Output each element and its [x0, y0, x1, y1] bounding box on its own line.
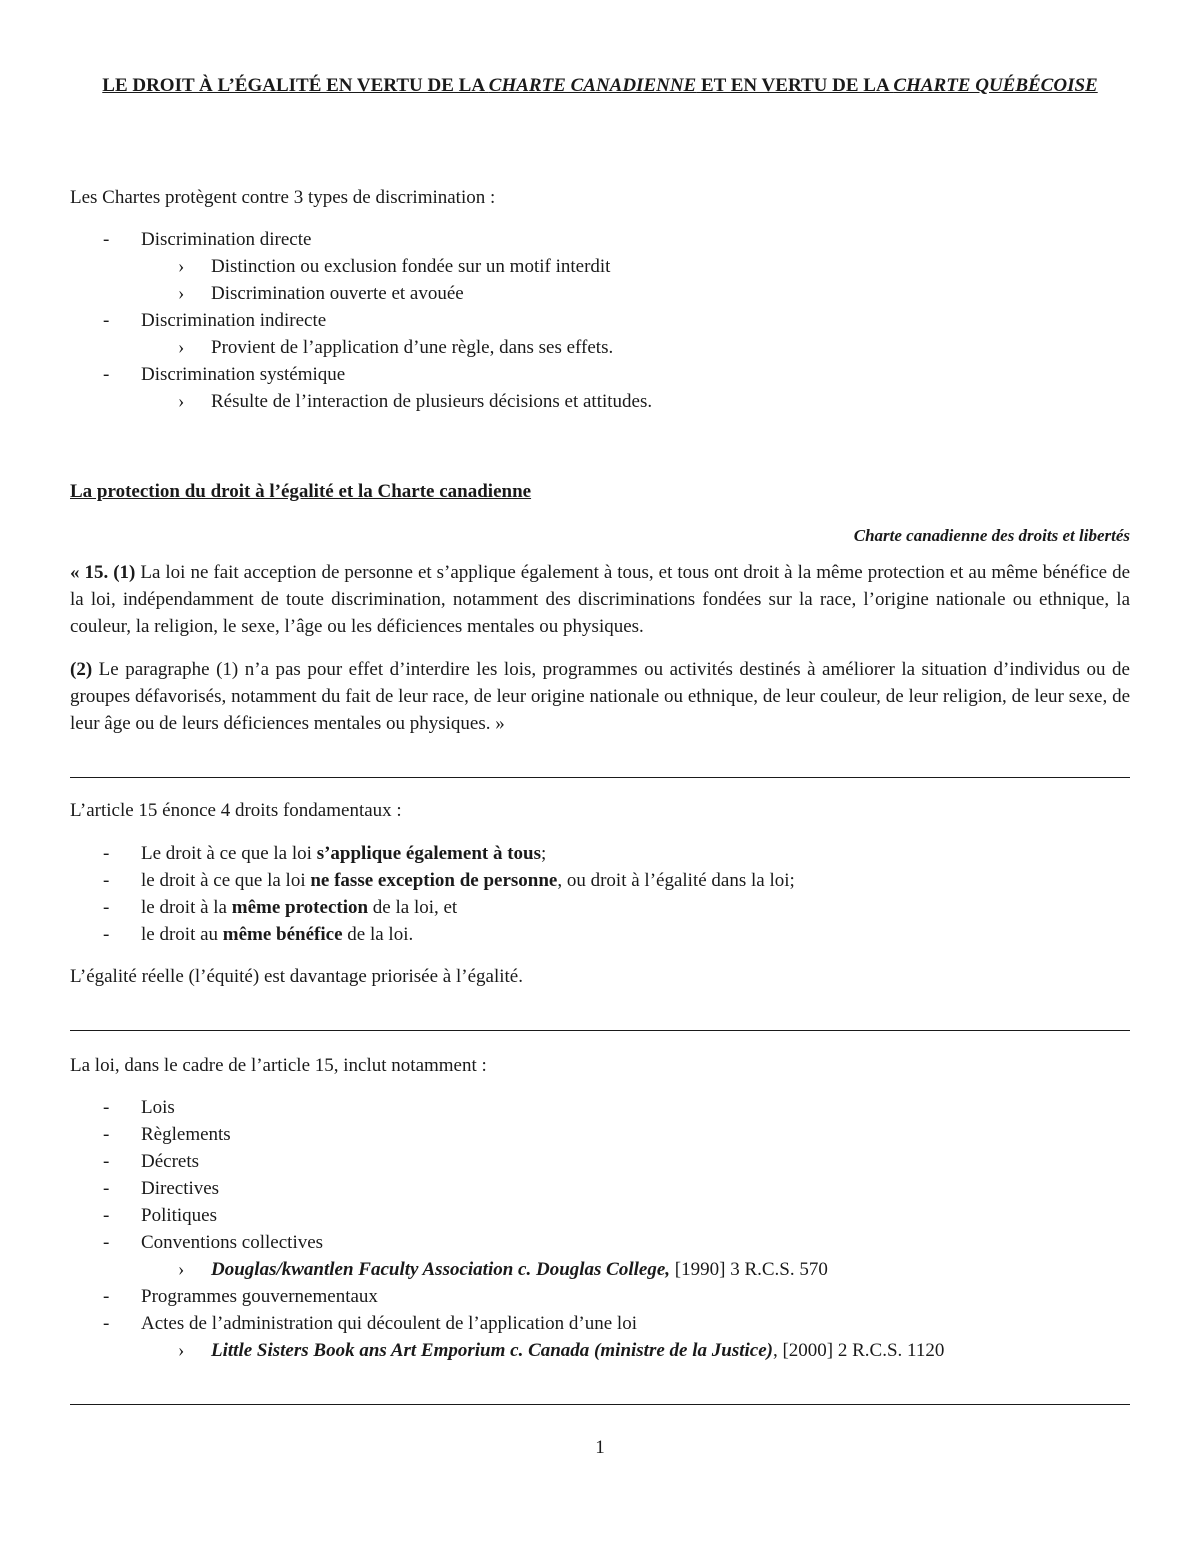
case-reference: [1990] 3 R.C.S. 570: [670, 1259, 828, 1280]
list-item: [70, 1148, 1130, 1175]
list-item: [70, 1229, 1130, 1256]
sub-list-item-label: Distinction ou exclusion fondée sur un motif interdit: [211, 256, 611, 277]
list-item-label: Politiques: [141, 1205, 218, 1226]
list-item: [70, 307, 1130, 334]
list-item-label: Décrets: [141, 1151, 200, 1172]
list-item-emphasis: même protection: [231, 897, 369, 918]
dash-bullet: -: [103, 310, 110, 331]
dash-bullet: -: [103, 1178, 110, 1199]
list-item-emphasis: même bénéfice: [222, 924, 343, 945]
list-item: [70, 1310, 1130, 1337]
article-15-1-text: La loi ne fait acception de personne et s’applique également à tous, et tous ont droit à la même protection et au même bénéfice de la loi, indépendamment de toute discrimination, notamment des discriminations fondées sur la race, l’origine nationale ou ethnique, la couleur, la religion, le sexe, l’âge ou les déficiences mentales ou physiques.: [70, 562, 1130, 637]
dash-bullet: -: [103, 1205, 110, 1226]
list-item-label: Lois: [141, 1097, 175, 1118]
list-item: [70, 894, 1130, 921]
sub-list-item-label: Discrimination ouverte et avouée: [211, 283, 464, 304]
list-item-label: Règlements: [141, 1124, 231, 1145]
list-item: [70, 921, 1130, 948]
dash-bullet: -: [103, 1232, 110, 1253]
note-text: L’égalité réelle (l’équité) est davantage priorisée à l’égalité.: [70, 966, 523, 987]
case-reference: , [2000] 2 R.C.S. 1120: [772, 1340, 945, 1361]
sub-list-item: [70, 334, 1130, 361]
list-item-text: le droit à la: [141, 897, 232, 918]
case-citation: [70, 1337, 1130, 1364]
dash-bullet: -: [103, 1313, 110, 1334]
section-loi-article-15: [70, 1052, 1130, 1364]
list-item-label: Conventions collectives: [141, 1232, 324, 1253]
horizontal-rule: [70, 1030, 1130, 1031]
arrow-bullet-icon: ›: [178, 283, 185, 304]
list-item: [70, 1283, 1130, 1310]
list-item: [70, 361, 1130, 388]
list-item: [70, 1202, 1130, 1229]
list-item: [70, 226, 1130, 253]
sub-list-item: [70, 280, 1130, 307]
article-15-2-label: (2): [70, 659, 93, 680]
title-part-4: CHARTE QUÉBÉCOISE: [893, 75, 1098, 96]
section-heading: La protection du droit à l’égalité et la Charte canadienne: [70, 481, 532, 502]
section-charte-canadienne: [70, 478, 1130, 737]
dash-bullet: -: [103, 870, 110, 891]
list-item-emphasis: ne fasse exception de personne: [310, 870, 558, 891]
dash-bullet: -: [103, 364, 110, 385]
list-item-text: de la loi, et: [368, 897, 458, 918]
article-15-1-paragraph: [70, 559, 1130, 640]
sub-list-item: [70, 388, 1130, 415]
section-droits-fondamentaux: [70, 797, 1130, 990]
document-title: [70, 72, 1130, 99]
list-item: [70, 1121, 1130, 1148]
list-item-text: le droit au: [141, 924, 223, 945]
intro-section: [70, 184, 1130, 415]
arrow-bullet-icon: ›: [178, 337, 185, 358]
list-item-label: Programmes gouvernementaux: [141, 1286, 378, 1307]
dash-bullet: -: [103, 843, 110, 864]
case-citation: [70, 1256, 1130, 1283]
section-intro-text: L’article 15 énonce 4 droits fondamentaux :: [70, 800, 402, 821]
list-item-label: Discrimination indirecte: [141, 310, 327, 331]
list-item-label: Discrimination systémique: [141, 364, 346, 385]
article-15-2-text: Le paragraphe (1) n’a pas pour effet d’interdire les lois, programmes ou activités destinés à améliorer la situation d’individus ou de groupes défavorisés, notamment du fait de leur race, de leur origine nationale ou ethnique, de leur couleur, de leur religion, de leur sexe, de leur âge ou de leurs déficiences mentales ou physiques. »: [70, 659, 1130, 734]
title-part-1: LE DROIT À L’ÉGALITÉ EN VERTU DE LA: [102, 75, 489, 96]
list-item-label: Directives: [141, 1178, 220, 1199]
arrow-bullet-icon: ›: [178, 256, 185, 277]
dash-bullet: -: [103, 924, 110, 945]
page-number: 1: [595, 1437, 605, 1458]
sub-list-item: [70, 253, 1130, 280]
case-name: Little Sisters Book ans Art Emporium c. Canada (ministre de la Justice): [211, 1340, 773, 1361]
list-item: [70, 840, 1130, 867]
list-item: [70, 867, 1130, 894]
article-15-1-label: « 15. (1): [70, 562, 136, 583]
title-part-2: CHARTE CANADIENNE: [488, 75, 697, 96]
dash-bullet: -: [103, 1151, 110, 1172]
list-item-label: Actes de l’administration qui découlent de l’application d’une loi: [141, 1313, 637, 1334]
title-part-3: ET EN VERTU DE LA: [696, 75, 894, 96]
list-item: [70, 1175, 1130, 1202]
arrow-bullet-icon: ›: [178, 1259, 185, 1280]
dash-bullet: -: [103, 229, 110, 250]
list-item-label: Discrimination directe: [141, 229, 312, 250]
article-15-2-paragraph: [70, 656, 1130, 737]
arrow-bullet-icon: ›: [178, 1340, 185, 1361]
list-item-text: de la loi.: [342, 924, 414, 945]
dash-bullet: -: [103, 1124, 110, 1145]
arrow-bullet-icon: ›: [178, 391, 185, 412]
horizontal-rule: [70, 1404, 1130, 1405]
list-item-text: ;: [541, 843, 547, 864]
list-item: [70, 1094, 1130, 1121]
list-item-emphasis: s’applique également à tous: [316, 843, 542, 864]
case-name: Douglas/kwantlen Faculty Association c. Douglas College,: [211, 1259, 671, 1280]
source-citation: Charte canadienne des droits et libertés: [853, 526, 1130, 545]
list-item-text: Le droit à ce que la loi: [141, 843, 317, 864]
dash-bullet: -: [103, 1097, 110, 1118]
sub-list-item-label: Provient de l’application d’une règle, dans ses effets.: [211, 337, 614, 358]
dash-bullet: -: [103, 897, 110, 918]
sub-list-item-label: Résulte de l’interaction de plusieurs décisions et attitudes.: [211, 391, 653, 412]
list-item-text: le droit à ce que la loi: [141, 870, 311, 891]
section-intro-text: La loi, dans le cadre de l’article 15, inclut notamment :: [70, 1055, 487, 1076]
intro-text: Les Chartes protègent contre 3 types de discrimination :: [70, 187, 496, 208]
horizontal-rule: [70, 777, 1130, 778]
list-item-text: , ou droit à l’égalité dans la loi;: [557, 870, 795, 891]
dash-bullet: -: [103, 1286, 110, 1307]
